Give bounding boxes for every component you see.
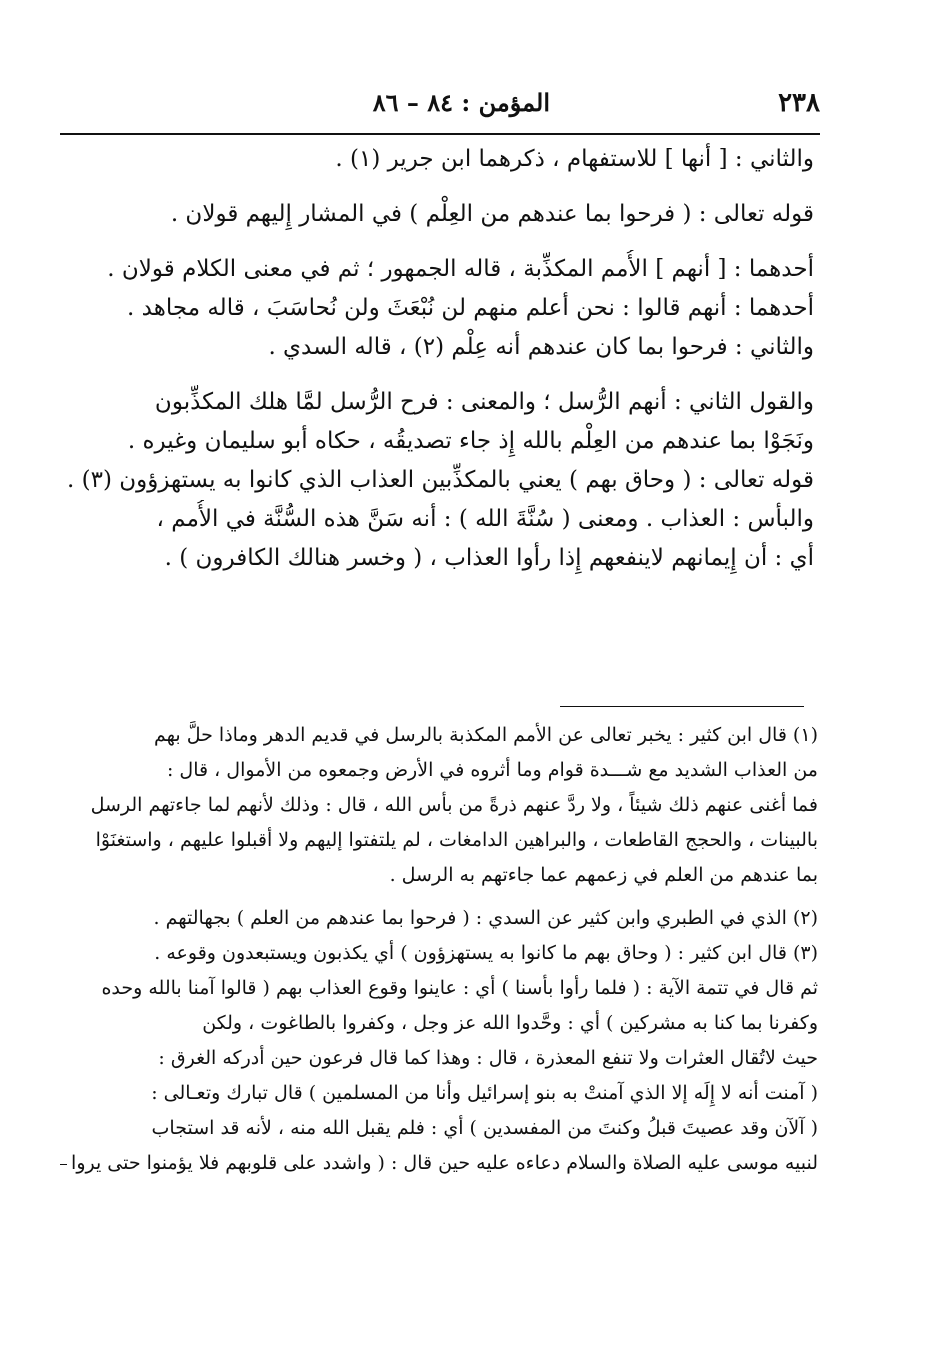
- footnote-line: من العذاب الشديد مع شـــدة قوام وما أثروه في الأرض وجمعوه من الأموال ، قال :: [166, 759, 818, 781]
- page-header: [60, 88, 820, 128]
- footnotes: [60, 718, 818, 1181]
- text-line: والثاني : [ أنها ] للاستفهام ، ذكرهما ابن جرير (١) .: [335, 146, 814, 172]
- footnote-line: بالبينات ، والحجج القاطعات ، والبراهين الدامغات ، لم يلتفتوا إليهم ولا أقبلوا عليهم ، واستغنَوْا: [95, 829, 818, 851]
- main-text: [64, 140, 814, 578]
- continuation-dash: [60, 1164, 67, 1165]
- footnote-line: (٣) قال ابن كثير : ( وحاق بهم ما كانوا به يستهزؤون ) أي يكذبون ويستبعدون وقوعه .: [154, 942, 818, 964]
- text-line: قوله تعالى : ( فرحوا بما عندهم من العِلْم ) في المشار إِليهم قولان .: [170, 201, 814, 227]
- text-line: أحدهما : أنهم قالوا : نحن أعلم منهم لن نُبْعَثَ ولن نُحاسَبَ ، قاله مجاهد .: [127, 295, 814, 321]
- footnote-line: (١) قال ابن كثير : يخبر تعالى عن الأمم المكذبة بالرسل في قديم الدهر وماذا حلَّ بهم: [154, 724, 818, 746]
- text-line: والثاني : فرحوا بما كان عندهم أنه عِلْم (٢) ، قاله السدي .: [268, 334, 814, 360]
- footnote-line: حيث لاتُقال العثرات ولا تنفع المعذرة ، قال : وهذا كما قال فرعون حين أدركه الغرق :: [158, 1047, 818, 1069]
- text-line: قوله تعالى : ( وحاق بهم ) يعني بالمكذِّبين العذاب الذي كانوا به يستهزؤون (٣) .: [66, 467, 814, 493]
- text-line: أحدهما : [ أنهم ] الأُمم المكذِّبة ، قاله الجمهور ؛ ثم في معنى الكلام قولان .: [107, 256, 814, 282]
- footnote-line: (٢) الذي في الطبري وابن كثير عن السدي : ( فرحوا بما عندهم من العلم ) بجهالتهم .: [153, 907, 818, 929]
- header-rule: [60, 133, 820, 135]
- footnote-line-text: لنبيه موسى عليه الصلاة والسلام دعاءه عليه حين قال : ( واشدد على قلوبهم فلا يؤمنوا حتى يروا: [71, 1152, 818, 1174]
- footnote-rule: [560, 706, 804, 707]
- text-line: والقول الثاني : أنهم الرُّسل ؛ والمعنى : فرح الرُّسل لمَّا هلك المكذِّبون: [154, 389, 814, 415]
- footnote-line: ثم قال في تتمة الآية : ( فلما رأوا بأسنا ) أي : عاينوا وقوع العذاب بهم ( قالوا آمنا بالله وحده: [101, 977, 818, 999]
- text-line: ونَجَوْا بما عندهم من العِلْم بالله إِذ جاء تصديقُه ، حكاه أبو سليمان وغيره .: [127, 428, 814, 454]
- footnote-line: ( آمنت أنه لا إِلَه إلا الذي آمنتْ به بنو إسرائيل وأنا من المسلمين ) قال تبارك وتعـالى :: [151, 1082, 818, 1104]
- page-number: ٢٣٨: [778, 88, 820, 118]
- text-line: والبأس : العذاب . ومعنى ( سُنَّةَ الله ) : أنه سَنَّ هذه السُّنَّة في الأُمم ،: [156, 506, 814, 532]
- footnote-line: فما أغنى عنهم ذلك شيئاً ، ولا ردَّ عنهم ذرةً من بأس الله ، قال : وذلك لأنهم لما جاءتهم الرسل: [90, 794, 818, 816]
- text-line: أي : أن إِيمانهم لاينفعهم إِذا رأوا العذاب ، ( وخسر هنالك الكافرون ) .: [164, 545, 814, 571]
- running-title: المؤمن : ٨٤ – ٨٦: [372, 88, 550, 117]
- footnote-line: ( آلآن وقد عصيتَ قبلُ وكنتَ من المفسدين ) أي : فلم يقبل الله منه ، لأنه قد استجاب: [151, 1117, 818, 1139]
- footnote-line: وكفرنا بما كنا به مشركين ) أي : وحَّدوا الله عز وجل ، وكفروا بالطاغوت ، ولكن: [202, 1012, 818, 1034]
- footnote-line: بما عندهم من العلم في زعمهم عما جاءتهم به الرسل .: [389, 864, 818, 886]
- footnote-line-last: [60, 1146, 818, 1181]
